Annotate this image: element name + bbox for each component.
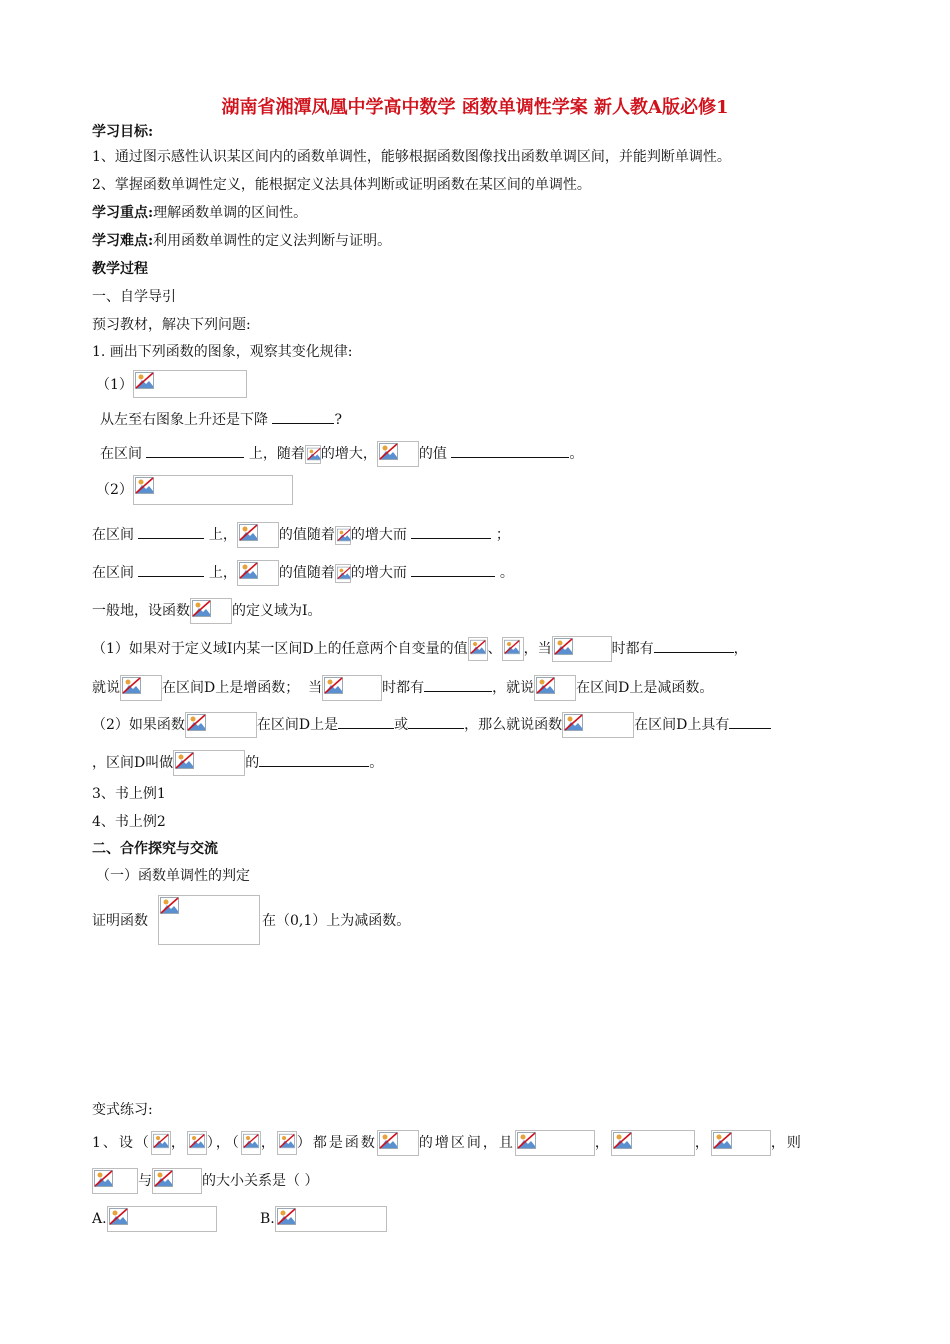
text: 。 bbox=[499, 565, 514, 581]
formula-image-f bbox=[562, 712, 634, 738]
key-text: 理解函数单调的区间性。 bbox=[153, 205, 308, 221]
text: 在区间D上是减函数。 bbox=[576, 680, 714, 696]
broken-image-icon bbox=[504, 639, 520, 655]
text: ），（ bbox=[206, 1135, 241, 1151]
process-heading: 教学过程 bbox=[92, 261, 148, 277]
text: 当 bbox=[308, 680, 323, 696]
text: ，那么就说函数 bbox=[464, 717, 563, 733]
text: 。 bbox=[569, 446, 584, 462]
part-1-heading: （一）函数单调性的判定 bbox=[96, 868, 250, 884]
interval-line-3 bbox=[92, 560, 514, 586]
formula-image-x2 bbox=[502, 637, 524, 661]
document-title: 湖南省湘潭凤凰中学高中数学 函数单调性学案 新人教A版必修1 bbox=[221, 97, 729, 118]
broken-image-icon bbox=[135, 372, 154, 389]
formula-image-x bbox=[335, 564, 351, 583]
broken-image-icon bbox=[239, 562, 258, 579]
broken-image-icon bbox=[324, 677, 343, 694]
text: 上， bbox=[208, 565, 237, 581]
blank bbox=[338, 714, 394, 729]
blank bbox=[424, 677, 492, 692]
text: ； bbox=[495, 527, 510, 543]
variant-1-line-1 bbox=[92, 1130, 803, 1156]
broken-image-icon bbox=[470, 639, 486, 655]
option-a[interactable] bbox=[92, 1206, 217, 1232]
interval-line-1 bbox=[100, 441, 583, 467]
text: 与 bbox=[138, 1173, 152, 1189]
blank bbox=[411, 562, 495, 577]
example-1: 3、书上例1 bbox=[92, 786, 166, 802]
formula-image-x1 bbox=[468, 637, 488, 661]
broken-image-icon bbox=[307, 447, 321, 461]
variant-1-line-2 bbox=[92, 1168, 318, 1194]
formula-image-f bbox=[534, 675, 576, 701]
formula-image-cond-1 bbox=[515, 1130, 595, 1156]
formula-image-f bbox=[377, 1130, 419, 1156]
text: 或 bbox=[394, 717, 409, 733]
text: ，当 bbox=[523, 641, 552, 657]
formula-image-f1 bbox=[92, 1168, 138, 1194]
sub-1-label: （1） bbox=[96, 377, 133, 393]
broken-image-icon bbox=[122, 677, 141, 694]
question-1: 1. 画出下列函数的图象，观察其变化规律: bbox=[92, 344, 353, 360]
goal-heading: 学习目标: bbox=[92, 124, 154, 140]
variant-heading: 变式练习: bbox=[92, 1102, 153, 1118]
text: ， bbox=[260, 1135, 277, 1151]
formula-image-1 bbox=[133, 370, 247, 398]
broken-image-icon bbox=[337, 566, 351, 580]
broken-image-icon bbox=[192, 600, 211, 617]
text: 就说 bbox=[92, 680, 120, 696]
formula-image-f2 bbox=[152, 1168, 202, 1194]
blank bbox=[272, 409, 334, 424]
broken-image-icon bbox=[153, 1133, 169, 1149]
option-b-label: B. bbox=[260, 1211, 275, 1227]
text: 、 bbox=[487, 641, 502, 657]
broken-image-icon bbox=[279, 1133, 295, 1149]
rise-text: 从左至右图象上升还是下降 bbox=[100, 412, 268, 428]
difficulty-text: 利用函数单调性的定义法判断与证明。 bbox=[153, 233, 392, 249]
section-2-heading: 二、合作探究与交流 bbox=[92, 841, 218, 857]
text: ）都是函数 bbox=[296, 1135, 377, 1151]
formula-image-y bbox=[377, 441, 419, 467]
formula-image-f bbox=[120, 675, 162, 701]
blank bbox=[408, 714, 464, 729]
text: 在区间D上是增函数； bbox=[162, 680, 300, 696]
formula-image-f bbox=[173, 750, 245, 776]
interval-line-2 bbox=[92, 522, 510, 548]
text: 在区间 bbox=[92, 527, 134, 543]
broken-image-icon bbox=[109, 1208, 128, 1225]
question-mark: ? bbox=[334, 412, 342, 428]
text: （1）如果对于定义域I内某一区间D上的任意两个自变量的值 bbox=[92, 641, 468, 657]
definition-1-line-1 bbox=[92, 636, 748, 662]
broken-image-icon bbox=[517, 1132, 536, 1149]
blank bbox=[451, 443, 569, 458]
blank bbox=[259, 752, 369, 767]
definition-1-line-2 bbox=[92, 675, 713, 701]
section-1-heading: 一、自学导引 bbox=[92, 289, 176, 305]
sub-2-label: （2） bbox=[96, 482, 133, 498]
text: 在区间 bbox=[92, 565, 134, 581]
blank bbox=[729, 714, 771, 729]
formula-image-b bbox=[187, 1131, 207, 1155]
prove-label: 证明函数 bbox=[92, 913, 148, 929]
text: 的值 bbox=[418, 446, 447, 462]
broken-image-icon bbox=[613, 1132, 632, 1149]
broken-image-icon bbox=[554, 638, 573, 655]
broken-image-icon bbox=[337, 528, 351, 542]
difficulty-label: 学习难点: bbox=[92, 233, 154, 249]
text: 的增区间，且 bbox=[418, 1135, 515, 1151]
goal-1: 1、通过图示感性认识某区间内的函数单调性，能够根据函数图像找出函数单调区间，并能判断单调性。 bbox=[92, 149, 731, 165]
text: 的定义域为I。 bbox=[232, 603, 322, 619]
text: 在区间 bbox=[100, 446, 142, 462]
blank bbox=[654, 638, 734, 653]
text: 的增大， bbox=[320, 446, 377, 462]
text: ，就说 bbox=[492, 680, 535, 696]
definition-2-line-1 bbox=[92, 712, 771, 738]
formula-image-x bbox=[335, 526, 351, 545]
formula-image-x bbox=[305, 445, 321, 464]
formula-image-f bbox=[185, 712, 257, 738]
text: 的增大而 bbox=[350, 565, 407, 581]
text: ， bbox=[733, 641, 748, 657]
broken-image-icon bbox=[536, 677, 555, 694]
formula-image-option-a bbox=[107, 1206, 217, 1232]
broken-image-icon bbox=[160, 897, 179, 914]
text: 。 bbox=[369, 755, 384, 771]
rise-question bbox=[100, 409, 342, 430]
blank bbox=[138, 524, 204, 539]
broken-image-icon bbox=[243, 1133, 259, 1149]
text: ， bbox=[594, 1135, 611, 1151]
definition-2-line-2 bbox=[92, 750, 383, 776]
difficulty bbox=[92, 231, 391, 251]
text: ，则 bbox=[770, 1135, 803, 1151]
broken-image-icon bbox=[379, 443, 398, 460]
text: ， bbox=[694, 1135, 711, 1151]
text: ， bbox=[170, 1135, 187, 1151]
formula-image-cond-2 bbox=[611, 1130, 695, 1156]
formula-image-y bbox=[237, 560, 279, 586]
broken-image-icon bbox=[189, 1133, 205, 1149]
formula-image-c bbox=[241, 1131, 261, 1155]
broken-image-icon bbox=[135, 477, 154, 494]
text: 的增大而 bbox=[350, 527, 407, 543]
example-2: 4、书上例2 bbox=[92, 814, 166, 830]
goal-2: 2、掌握函数单调性定义，能根据定义法具体判断或证明函数在某区间的单调性。 bbox=[92, 177, 591, 193]
formula-image-cond bbox=[552, 636, 612, 662]
text: 时都有 bbox=[611, 641, 654, 657]
blank bbox=[138, 562, 204, 577]
text: 时都有 bbox=[382, 680, 425, 696]
formula-image-d bbox=[277, 1131, 297, 1155]
broken-image-icon bbox=[379, 1132, 398, 1149]
formula-image-2 bbox=[133, 475, 293, 505]
formula-image-option-b bbox=[275, 1206, 387, 1232]
general-definition bbox=[92, 598, 322, 624]
formula-image-prove bbox=[158, 895, 260, 945]
formula-image-y bbox=[237, 522, 279, 548]
broken-image-icon bbox=[175, 752, 194, 769]
broken-image-icon bbox=[713, 1132, 732, 1149]
text: 的大小关系是（ ） bbox=[202, 1173, 319, 1189]
text: 的值随着 bbox=[278, 527, 335, 543]
prove-tail: 在（0,1）上为减函数。 bbox=[262, 913, 411, 929]
key-label: 学习重点: bbox=[92, 205, 154, 221]
text: 在区间D上具有 bbox=[634, 717, 730, 733]
preview-instruction: 预习教材，解决下列问题: bbox=[92, 317, 251, 333]
formula-image-cond-3 bbox=[711, 1130, 771, 1156]
text: 的值随着 bbox=[278, 565, 335, 581]
broken-image-icon bbox=[94, 1170, 113, 1187]
blank bbox=[411, 524, 491, 539]
key-point bbox=[92, 203, 307, 223]
broken-image-icon bbox=[277, 1208, 296, 1225]
formula-image-a bbox=[151, 1131, 171, 1155]
text: ，区间D叫做 bbox=[92, 755, 174, 771]
text: 的 bbox=[245, 755, 260, 771]
broken-image-icon bbox=[187, 714, 206, 731]
option-b[interactable] bbox=[260, 1206, 387, 1232]
text: 一般地，设函数 bbox=[92, 603, 190, 619]
option-a-label: A. bbox=[92, 1211, 107, 1227]
blank bbox=[146, 443, 244, 458]
text: 1、设（ bbox=[92, 1135, 151, 1151]
broken-image-icon bbox=[154, 1170, 173, 1187]
formula-image-cond bbox=[322, 675, 382, 701]
broken-image-icon bbox=[239, 524, 258, 541]
text: 在区间D上是 bbox=[256, 717, 339, 733]
text: 上， bbox=[208, 527, 237, 543]
text: （2）如果函数 bbox=[92, 717, 185, 733]
formula-image-f bbox=[190, 598, 232, 624]
text: 上，随着 bbox=[248, 446, 305, 462]
broken-image-icon bbox=[564, 714, 583, 731]
